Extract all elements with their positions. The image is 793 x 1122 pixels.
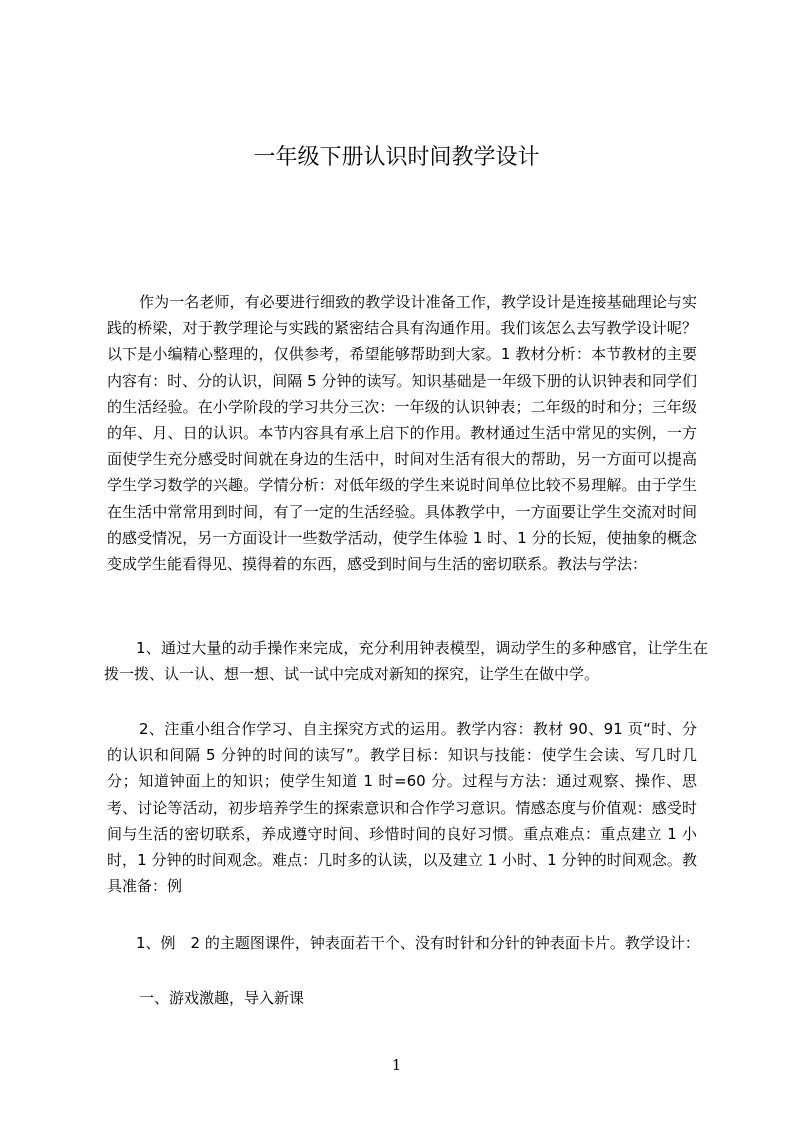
paragraph-intro: 作为一名老师，有必要进行细致的教学设计准备工作，教学设计是连接基础理论与实践的桥梁，对于教学理论与实践的紧密结合具有沟通作用。我们该怎么去写教学设计呢？以下是小编精心整理的，仅供参考，希望能够帮助到大家。1 教材分析：本节教材的主要内容有：时、分的认识，间隔 5 分钟的读写。知识基础是一年级下册的认识钟表和同学们的生活经验。在小学阶段的学习共分三次：一年级的认识钟表；二年级的时和分；三年级的年、月、日的认识。本节内容具有承上启下的作用。教材通过生活中常见的实例，一方面使学生充分感受时间就在身边的生活中，时间对生活有很大的帮助，另一方面可以提高学生学习数学的兴趣。学情分析：对低年级的学生来说时间单位比较不易理解。由于学生在生活中常常用到时间，有了一定的生活经验。具体教学中，一方面要让学生交流对时间的感受情况，另一方面设计一些数学活动，使学生体验 1 时、1 分的长短，使抽象的概念变成学生能看得见、摸得着的东西，感受到时间与生活的密切联系。教法与学法： [107, 293, 697, 574]
section-heading-game: 一、游戏激趣，导入新课 [139, 989, 305, 1007]
document-title: 一年级下册认识时间教学设计 [253, 145, 540, 170]
page-number: 1 [391, 1056, 402, 1074]
paragraph-method-1: 1、通过大量的动手操作来完成，充分利用钟表模型，调动学生的多种感官，让学生在拨一拨、认一认、想一想、试一试中完成对新知的探究，让学生在做中学。 [104, 639, 708, 684]
paragraph-teaching-aids: 1、例 2 的主题图课件，钟表面若干个、没有时针和分针的钟表面卡片。教学设计： [136, 934, 700, 952]
paragraph-method-2: 2、注重小组合作学习、自主探究方式的运用。教学内容：教材 90、91 页“时、分的认识和间隔 5 分钟的时间的读写”。教学目标：知识与技能：使学生会读、写几时几分；知道钟面上的知识；使学生知道 1 时=60 分。过程与方法：通过观察、操作、思考、讨论等活动，初步培养学生的探索意识和合作学习意识。情感态度与价值观：感受时间与生活的密切联系，养成遵守时间、珍惜时间的良好习惯。重点难点：重点建立 1 小时，1 分钟的时间观念。难点：几时多的认读，以及建立 1 小时、1 分钟的时间观念。教具准备：例 [107, 720, 697, 896]
